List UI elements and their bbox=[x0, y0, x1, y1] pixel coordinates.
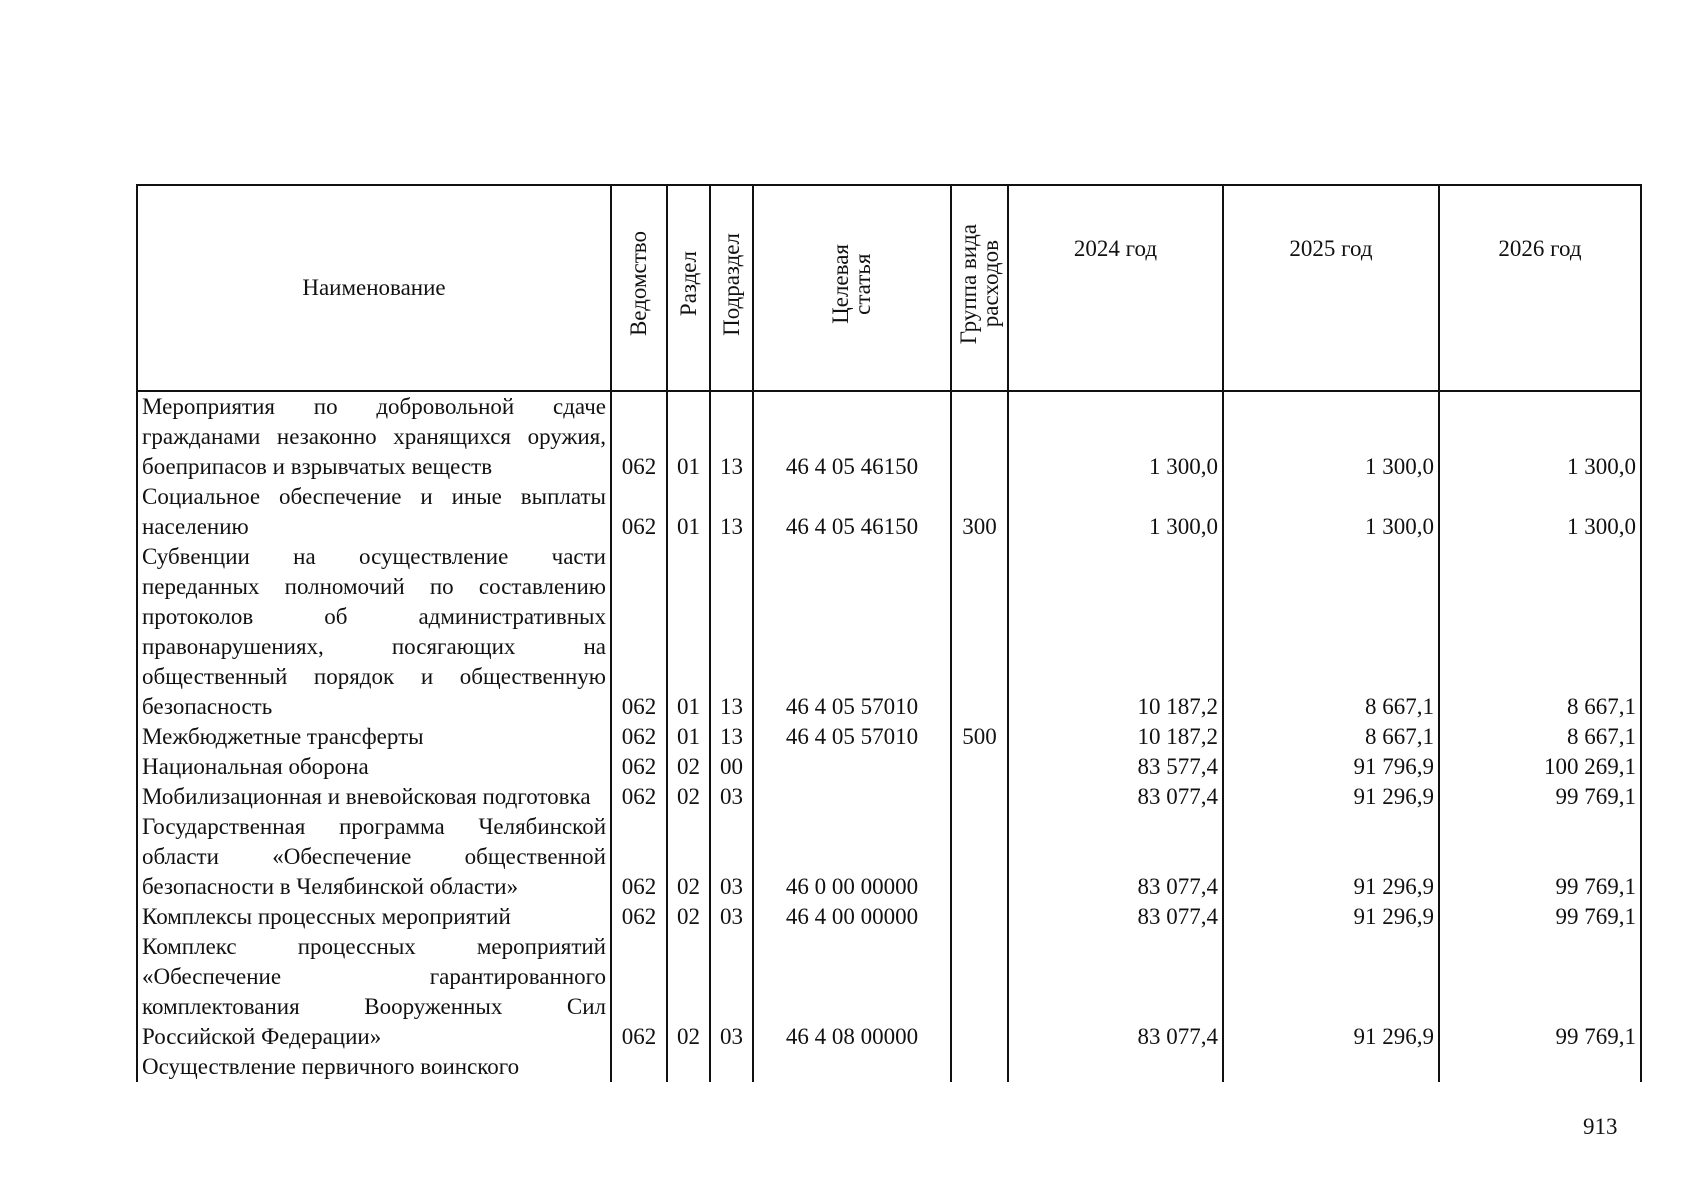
cell-target: 46 4 05 46150 bbox=[753, 482, 951, 542]
cell-dept: 062 bbox=[611, 902, 667, 932]
cell-name: Осуществление первичного воинского bbox=[137, 1052, 611, 1082]
header-section-label: Раздел bbox=[675, 251, 701, 317]
cell-section: 01 bbox=[667, 482, 710, 542]
cell-target: 46 4 00 00000 bbox=[753, 902, 951, 932]
cell-2025: 91 296,9 bbox=[1223, 782, 1439, 812]
cell-group bbox=[951, 812, 1008, 902]
cell-2024: 83 077,4 bbox=[1008, 902, 1223, 932]
cell-subsection: 03 bbox=[710, 812, 753, 902]
cell-section bbox=[667, 1052, 710, 1082]
cell-subsection: 03 bbox=[710, 932, 753, 1052]
header-dept bbox=[611, 185, 667, 391]
cell-2024: 83 077,4 bbox=[1008, 932, 1223, 1052]
cell-dept: 062 bbox=[611, 482, 667, 542]
header-target-label bbox=[830, 244, 874, 324]
header-group bbox=[951, 185, 1008, 391]
header-target-line1: Целевая bbox=[828, 244, 853, 324]
header-2024: 2024 год bbox=[1008, 185, 1223, 391]
cell-name: Субвенции на осуществление части переданных полномочий по составлению протоколов об административных правонарушениях, посягающих на общественный порядок и общественную безопасность bbox=[137, 542, 611, 722]
cell-group bbox=[951, 391, 1008, 482]
cell-group bbox=[951, 752, 1008, 782]
cell-2025: 91 296,9 bbox=[1223, 812, 1439, 902]
cell-2025: 1 300,0 bbox=[1223, 391, 1439, 482]
cell-2026: 99 769,1 bbox=[1439, 932, 1641, 1052]
cell-2026: 99 769,1 bbox=[1439, 812, 1641, 902]
cell-subsection: 13 bbox=[710, 482, 753, 542]
cell-2024: 10 187,2 bbox=[1008, 542, 1223, 722]
cell-2025: 1 300,0 bbox=[1223, 482, 1439, 542]
cell-name: Комплексы процессных мероприятий bbox=[137, 902, 611, 932]
table-row bbox=[137, 752, 1641, 782]
cell-subsection: 13 bbox=[710, 391, 753, 482]
cell-2024 bbox=[1008, 1052, 1223, 1082]
cell-section: 02 bbox=[667, 782, 710, 812]
table-row bbox=[137, 902, 1641, 932]
cell-dept: 062 bbox=[611, 752, 667, 782]
cell-2024: 1 300,0 bbox=[1008, 391, 1223, 482]
cell-2025: 8 667,1 bbox=[1223, 722, 1439, 752]
cell-name: Мобилизационная и вневойсковая подготовка bbox=[137, 782, 611, 812]
table-header-row bbox=[137, 185, 1641, 391]
cell-2024: 10 187,2 bbox=[1008, 722, 1223, 752]
cell-target: 46 4 05 57010 bbox=[753, 722, 951, 752]
header-group-label bbox=[955, 223, 1003, 345]
header-group-line1: Группа вида bbox=[955, 223, 981, 345]
header-target-line2: статья bbox=[850, 253, 875, 315]
cell-subsection: 13 bbox=[710, 722, 753, 752]
cell-2025: 91 296,9 bbox=[1223, 932, 1439, 1052]
table-row bbox=[137, 482, 1641, 542]
cell-name: Межбюджетные трансферты bbox=[137, 722, 611, 752]
header-target bbox=[753, 185, 951, 391]
cell-section: 02 bbox=[667, 752, 710, 782]
cell-group: 300 bbox=[951, 482, 1008, 542]
table-row bbox=[137, 782, 1641, 812]
header-section bbox=[667, 185, 710, 391]
cell-2025: 8 667,1 bbox=[1223, 542, 1439, 722]
cell-2026: 99 769,1 bbox=[1439, 782, 1641, 812]
cell-2024: 83 077,4 bbox=[1008, 782, 1223, 812]
cell-name: Государственная программа Челябинской области «Обеспечение общественной безопасности в Челябинской области» bbox=[137, 812, 611, 902]
cell-dept: 062 bbox=[611, 542, 667, 722]
header-dept-label: Ведомство bbox=[626, 231, 651, 337]
cell-section: 02 bbox=[667, 902, 710, 932]
cell-group bbox=[951, 542, 1008, 722]
cell-subsection: 00 bbox=[710, 752, 753, 782]
cell-2024: 83 577,4 bbox=[1008, 752, 1223, 782]
cell-2026: 1 300,0 bbox=[1439, 391, 1641, 482]
cell-2026: 99 769,1 bbox=[1439, 902, 1641, 932]
cell-2024: 83 077,4 bbox=[1008, 812, 1223, 902]
header-2025: 2025 год bbox=[1223, 185, 1439, 391]
cell-dept: 062 bbox=[611, 812, 667, 902]
cell-2025: 91 796,9 bbox=[1223, 752, 1439, 782]
cell-name: Национальная оборона bbox=[137, 752, 611, 782]
cell-target bbox=[753, 1052, 951, 1082]
header-subsection bbox=[710, 185, 753, 391]
cell-section: 01 bbox=[667, 542, 710, 722]
table-row bbox=[137, 812, 1641, 902]
cell-2024: 1 300,0 bbox=[1008, 482, 1223, 542]
cell-group: 500 bbox=[951, 722, 1008, 752]
header-subsection-label: Подраздел bbox=[718, 232, 744, 336]
cell-group bbox=[951, 902, 1008, 932]
cell-2026: 8 667,1 bbox=[1439, 542, 1641, 722]
table-body bbox=[137, 391, 1641, 1082]
header-group-line2: расходов bbox=[977, 240, 1003, 328]
header-2026: 2026 год bbox=[1439, 185, 1641, 391]
cell-target: 46 4 08 00000 bbox=[753, 932, 951, 1052]
cell-section: 01 bbox=[667, 722, 710, 752]
cell-name: Мероприятия по добровольной сдаче гражданами незаконно хранящихся оружия, боеприпасов и взрывчатых веществ bbox=[137, 391, 611, 482]
cell-dept: 062 bbox=[611, 932, 667, 1052]
table-row bbox=[137, 391, 1641, 482]
cell-2026: 8 667,1 bbox=[1439, 722, 1641, 752]
cell-name: Комплекс процессных мероприятий «Обеспечение гарантированного комплектования Вооруженных Сил Российской Федерации» bbox=[137, 932, 611, 1052]
cell-target: 46 0 00 00000 bbox=[753, 812, 951, 902]
cell-target: 46 4 05 46150 bbox=[753, 391, 951, 482]
cell-target bbox=[753, 752, 951, 782]
cell-name: Социальное обеспечение и иные выплаты населению bbox=[137, 482, 611, 542]
cell-subsection: 03 bbox=[710, 902, 753, 932]
cell-2025: 91 296,9 bbox=[1223, 902, 1439, 932]
cell-2026: 1 300,0 bbox=[1439, 482, 1641, 542]
table-row bbox=[137, 542, 1641, 722]
cell-dept bbox=[611, 1052, 667, 1082]
table-row bbox=[137, 1052, 1641, 1082]
cell-group bbox=[951, 782, 1008, 812]
cell-target: 46 4 05 57010 bbox=[753, 542, 951, 722]
cell-2026 bbox=[1439, 1052, 1641, 1082]
cell-dept: 062 bbox=[611, 782, 667, 812]
table-row bbox=[137, 722, 1641, 752]
header-name: Наименование bbox=[137, 185, 611, 391]
cell-target bbox=[753, 782, 951, 812]
cell-subsection: 03 bbox=[710, 782, 753, 812]
table-row bbox=[137, 932, 1641, 1052]
cell-group bbox=[951, 932, 1008, 1052]
cell-group bbox=[951, 1052, 1008, 1082]
cell-2025 bbox=[1223, 1052, 1439, 1082]
cell-dept: 062 bbox=[611, 391, 667, 482]
cell-dept: 062 bbox=[611, 722, 667, 752]
cell-section: 01 bbox=[667, 391, 710, 482]
page-number: 913 bbox=[1583, 1114, 1618, 1139]
cell-subsection: 13 bbox=[710, 542, 753, 722]
cell-2026: 100 269,1 bbox=[1439, 752, 1641, 782]
cell-section: 02 bbox=[667, 812, 710, 902]
cell-section: 02 bbox=[667, 932, 710, 1052]
budget-table bbox=[136, 184, 1642, 1082]
cell-subsection bbox=[710, 1052, 753, 1082]
